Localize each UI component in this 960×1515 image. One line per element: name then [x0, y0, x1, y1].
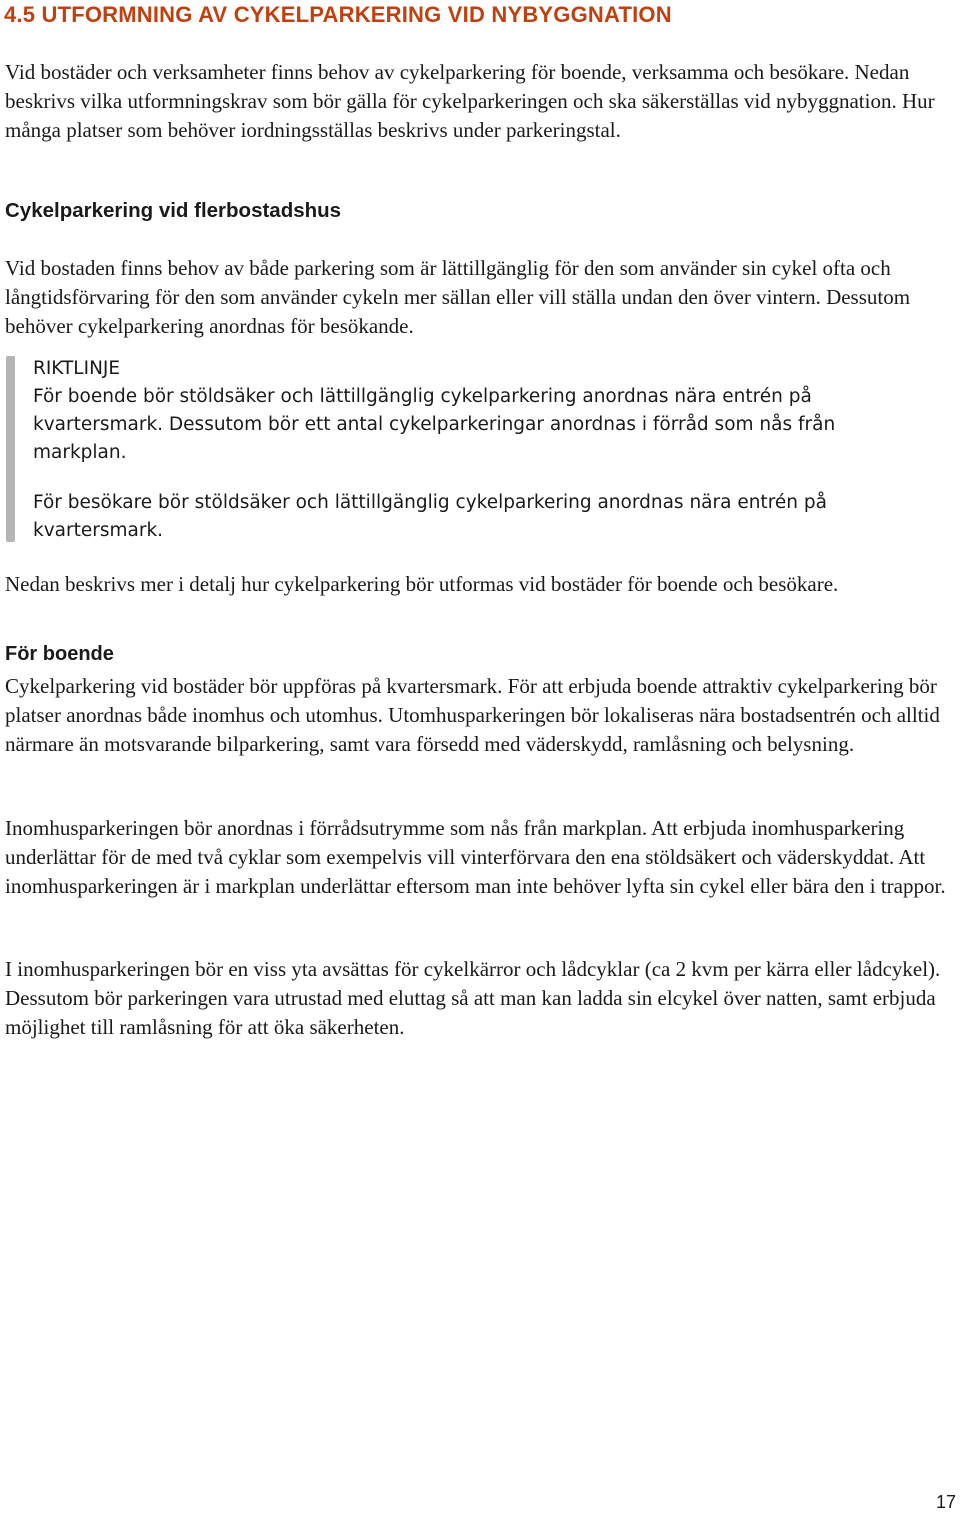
- page-number: 17: [935, 1492, 956, 1512]
- guideline-accent-bar: [6, 356, 15, 542]
- guideline-box: [4, 356, 954, 542]
- subsection-heading-flerbostadshus: Cykelparkering vid flerbostadshus: [5, 199, 342, 222]
- for-boende-paragraph-1: Cykelparkering vid bostäder bör uppföras på kvartersmark. För att erbjuda boende attraktiv cykelparkering bör platser anordnas både inomhus och utomhus. Utomhusparkeringen bör lokaliseras nära bostadsentrén och alltid närmare än motsvarande bilparkering, samt vara försedd med väderskydd, ramlåsning och belysning.: [5, 674, 940, 756]
- guideline-text-besokare: För besökare bör stöldsäker och lättillgänglig cykelparkering anordnas nära entrén på kvartersmark.: [33, 492, 827, 541]
- subsection-heading-for-boende: För boende: [5, 643, 114, 665]
- guideline-text-boende: För boende bör stöldsäker och lättillgänglig cykelparkering anordnas nära entrén på kvartersmark. Dessutom bör ett antal cykelparkeringar anordnas i förråd som nås från markplan.: [33, 386, 836, 463]
- for-boende-paragraph-3: I inomhusparkeringen bör en viss yta avsättas för cykelkärror och lådcyklar (ca 2 kvm per kärra eller lådcykel). Dessutom bör parkeringen vara utrustad med eluttag så att man kan ladda sin elcykel över natten, samt erbjuda möjlighet till ramlåsning för att öka säkerheten.: [5, 957, 941, 1039]
- guideline-label: RIKTLINJE: [33, 358, 121, 379]
- flerbostadshus-paragraph: Vid bostaden finns behov av både parkering som är lättillgänglig för den som använder sin cykel ofta och långtidsförvaring för den som använder cykeln mer sällan eller vill ställa undan den över vintern. Dessutom behöver cykelparkering anordnas för besökande.: [5, 256, 911, 338]
- for-boende-paragraph-2: Inomhusparkeringen bör anordnas i förrådsutrymme som nås från markplan. Att erbjuda inomhusparkering underlättar för de med två cyklar som exempelvis vill vinterförvara den ena stöldsäkert och väderskyddat. Att inomhusparkeringen är i markplan underlättar eftersom man inte behöver lyfta sin cykel eller bära den i trappor.: [5, 816, 946, 898]
- intro-paragraph: Vid bostäder och verksamheter finns behov av cykelparkering för boende, verksamma och besökare. Nedan beskrivs vilka utformningskrav som bör gälla för cykelparkeringen och ska säkerställas vid nybyggnation. Hur många platser som behöver iordningsställas beskrivs under parkeringstal.: [5, 60, 935, 142]
- section-title: 4.5 UTFORMNING AV CYKELPARKERING VID NYBYGGNATION: [4, 2, 672, 27]
- detail-intro-paragraph: Nedan beskrivs mer i detalj hur cykelparkering bör utformas vid bostäder för boende och besökare.: [5, 572, 839, 596]
